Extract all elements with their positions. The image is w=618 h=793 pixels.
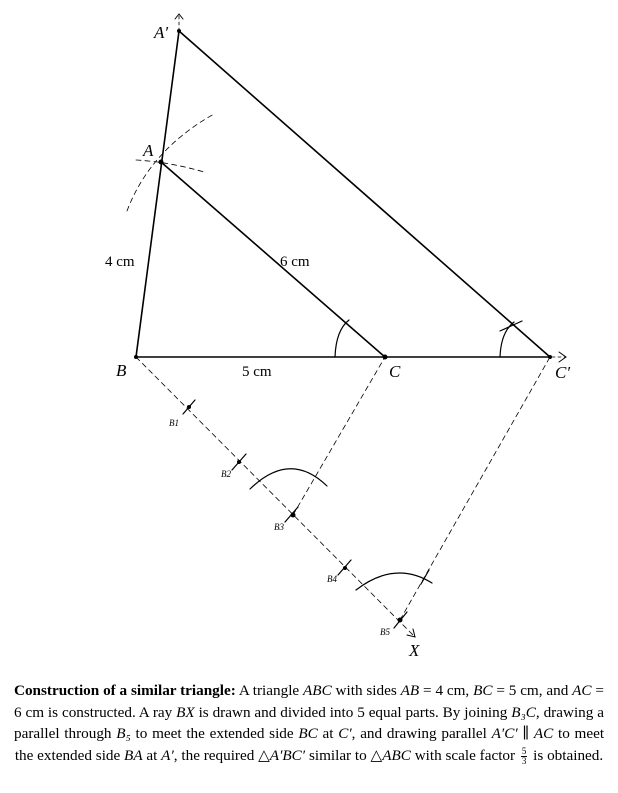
label-c: C <box>389 362 401 381</box>
side-ac <box>161 162 385 357</box>
point-a-prime <box>177 29 181 33</box>
label-b1: B1 <box>169 418 179 428</box>
point-c-prime <box>548 355 552 359</box>
point-b4 <box>343 566 347 570</box>
side-ba-prime <box>136 31 179 357</box>
line-b3-c <box>293 357 385 515</box>
measure-ac: 6 cm <box>280 254 310 270</box>
caption-heading: Construction of a similar triangle: <box>14 682 236 699</box>
measure-bc: 5 cm <box>242 364 272 380</box>
point-b2 <box>237 460 241 464</box>
label-b4: B4 <box>327 574 337 584</box>
measure-ab: 4 cm <box>105 254 135 270</box>
label-c-prime: C′ <box>555 363 571 382</box>
side-a-prime-c-prime <box>179 31 550 357</box>
point-b5 <box>398 618 403 623</box>
point-a <box>159 160 164 165</box>
figure-caption: Construction of a similar triangle: A triangle ABC with sides AB = 4 cm, BC = 5 cm, and AC = 6 cm is constructed. A ray BX is drawn and divided into 5 equal parts. By joining B₃C, drawing a parallel through B₅ to meet the extended side BC at C′, and drawing parallel A′C′ ∥ AC to meet the extended side BA at A′, the required △A′BC′ similar to △ABC with scale factor $\frac{5}{3}$ is obtained. <box>14 682 605 766</box>
point-b1 <box>187 405 191 409</box>
label-b5: B5 <box>380 627 390 637</box>
point-b3 <box>291 513 296 518</box>
scale-factor-fraction: $\frac{5}{3}$ <box>521 745 527 766</box>
label-b2: B2 <box>221 469 231 479</box>
arc-b3 <box>250 469 327 489</box>
tick-b5-line <box>421 570 429 584</box>
angle-arc-c <box>335 320 349 357</box>
label-a: A <box>143 141 154 160</box>
label-x: X <box>409 641 420 660</box>
point-b <box>134 355 138 359</box>
label-a-prime: A′ <box>154 23 169 42</box>
label-b3: B3 <box>274 522 284 532</box>
ray-bx <box>136 357 415 637</box>
arc-b5 <box>356 573 432 590</box>
point-c <box>383 355 388 360</box>
label-b: B <box>116 361 127 380</box>
